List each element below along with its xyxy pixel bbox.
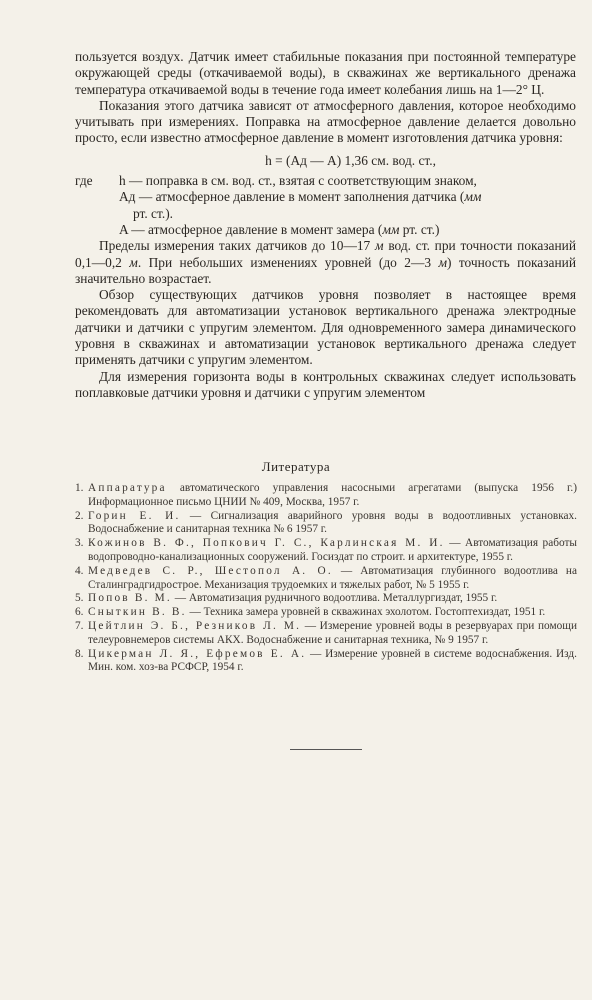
reference-text: — Автоматизация рудничного водоотлива. Металлургиздат, 1955 г. — [171, 592, 498, 605]
reference-text: — Измерение уровней в системе водоснабжения. Изд. Мин. ком. хоз-ва РСФСР, 1954 г. — [88, 647, 577, 674]
reference-number: 1. — [75, 482, 84, 494]
reference-author: Кожинов В. Ф., Попкович Г. С., Карлинская М. И. — [88, 537, 445, 550]
end-rule — [290, 749, 362, 750]
paragraph-3 — [75, 238, 576, 287]
reference-item — [75, 565, 577, 593]
reference-item — [75, 482, 577, 510]
reference-number: 8. — [75, 647, 84, 660]
reference-number: 7. — [75, 619, 84, 632]
reference-body — [88, 606, 577, 620]
reference-text: — Автоматизация глубинного водоотлива на Сталинградгидрострое. Механизация трудоемких и тяжелых работ, № 5 1955 г. — [88, 564, 577, 591]
reference-item — [75, 648, 577, 676]
unit-m: м — [375, 238, 384, 254]
reference-author: Горин Е. И. — [88, 509, 181, 522]
reference-item — [75, 606, 577, 620]
body-text — [75, 49, 576, 401]
reference-text: автоматического управления насосными агрегатами (выпуска 1956 г.) Информационное письмо ЦНИИ № 409, Москва, 1957 г. — [88, 482, 577, 508]
reference-body — [88, 565, 577, 593]
definition-ad-continued: рт. ст.). — [133, 205, 174, 221]
reference-item — [75, 537, 577, 565]
definition-ad — [75, 189, 576, 205]
reference-author: Аппаратура — [88, 482, 167, 494]
paragraph-4: Обзор существующих датчиков уровня позволяет в настоящее время рекомендовать для автоматизации установок вертикального дренажа электродные датчики и датчики с упругим элементом. Для одновременного замера динамического уровня в скважинах и автоматизации установок вертикального дренажа следует применять датчики с упругим элементом. — [75, 287, 576, 368]
definition-a-unit: мм — [382, 221, 400, 237]
where-label: где — [75, 173, 93, 189]
paragraph-2: Показания этого датчика зависят от атмосферного давления, которое необходимо учитывать при измерениях. Поправка на атмосферное давление делается довольно просто, если известно атмосферное давление в момент изготовления датчика уровня: — [75, 97, 576, 146]
paragraph-3-part-a: Пределы измерения таких датчиков до 10—17 — [99, 238, 375, 254]
definition-a-text: A — атмосферное давление в момент замера ( — [119, 221, 383, 237]
definition-h — [75, 173, 576, 189]
reference-body — [88, 482, 577, 510]
reference-item — [75, 620, 577, 648]
reference-author: Цейтлин Э. Б., Резников Л. М. — [88, 619, 302, 632]
paragraph-5: Для измерения горизонта воды в контрольных скважинах следует использовать поплавковые датчики уровня и датчики с упругим элементом — [75, 368, 576, 400]
reference-number: 2. — [75, 509, 84, 522]
reference-list — [75, 482, 577, 675]
reference-body — [88, 648, 577, 676]
definition-ad-unit: мм — [464, 189, 482, 205]
definition-h-text: h — поправка в см. вод. ст., взятая с соответствующим знаком, — [119, 173, 477, 189]
definition-a — [75, 222, 576, 238]
paragraph-3-part-c: . При небольших изменениях уровней (до 2—3 — [137, 254, 439, 270]
paragraph-1: пользуется воздух. Датчик имеет стабильные показания при постоянной температуре окружающей среды (откачиваемой воды), в скважинах же вертикального дренажа температура откачиваемой воды в течение года имеет колебания лишь на 1—2° Ц. — [75, 49, 576, 97]
reference-item — [75, 592, 577, 606]
reference-number: 5. — [75, 592, 84, 605]
definition-ad-text: Aд — атмосферное давление в момент заполнения датчика ( — [119, 189, 465, 205]
reference-item — [75, 510, 577, 538]
unit-m: м — [438, 254, 447, 270]
reference-text: — Измерение уровней воды в резервуарах при помощи телеуровнемеров системы АКХ. Водоснабжение и санитарная техника, № 9 1957 г. — [88, 619, 577, 646]
reference-body — [88, 510, 577, 538]
reference-author: Медведев С. Р., Шестопол А. О. — [88, 564, 333, 577]
reference-text: — Сигнализация аварийного уровня воды в водоотливных установках. Водоснабжение и санитарная техника № 6 1957 г. — [88, 509, 577, 536]
definition-a-tail: рт. ст.) — [399, 221, 440, 237]
literature-heading: Литература — [261, 459, 331, 474]
reference-author: Попов В. М. — [88, 592, 172, 605]
reference-author: Цикерман Л. Я., Ефремов Е. А. — [88, 647, 307, 660]
paragraph-3-part-b: вод. ст. при точности показаний 0,1—0,2 — [75, 238, 576, 270]
reference-author: Сныткин В. В. — [88, 606, 187, 619]
reference-body — [88, 537, 577, 565]
reference-number: 4. — [75, 564, 84, 577]
reference-number: 3. — [75, 537, 84, 550]
reference-number: 6. — [75, 606, 84, 619]
unit-m: м — [129, 254, 138, 270]
reference-body — [88, 592, 577, 606]
reference-body — [88, 620, 577, 648]
reference-text: — Техника замера уровней в скважинах эхолотом. Гостоптехиздат, 1951 г. — [186, 606, 546, 619]
reference-text: — Автоматизация работы водопроводно-канализационных сооружений. Госиздат по строит. и архитектуре, 1955 г. — [88, 537, 577, 563]
paragraph-3-part-d: ) точность показаний значительно возрастает. — [75, 254, 576, 286]
formula: h = (Aд — A) 1,36 см. вод. ст., — [265, 152, 436, 168]
